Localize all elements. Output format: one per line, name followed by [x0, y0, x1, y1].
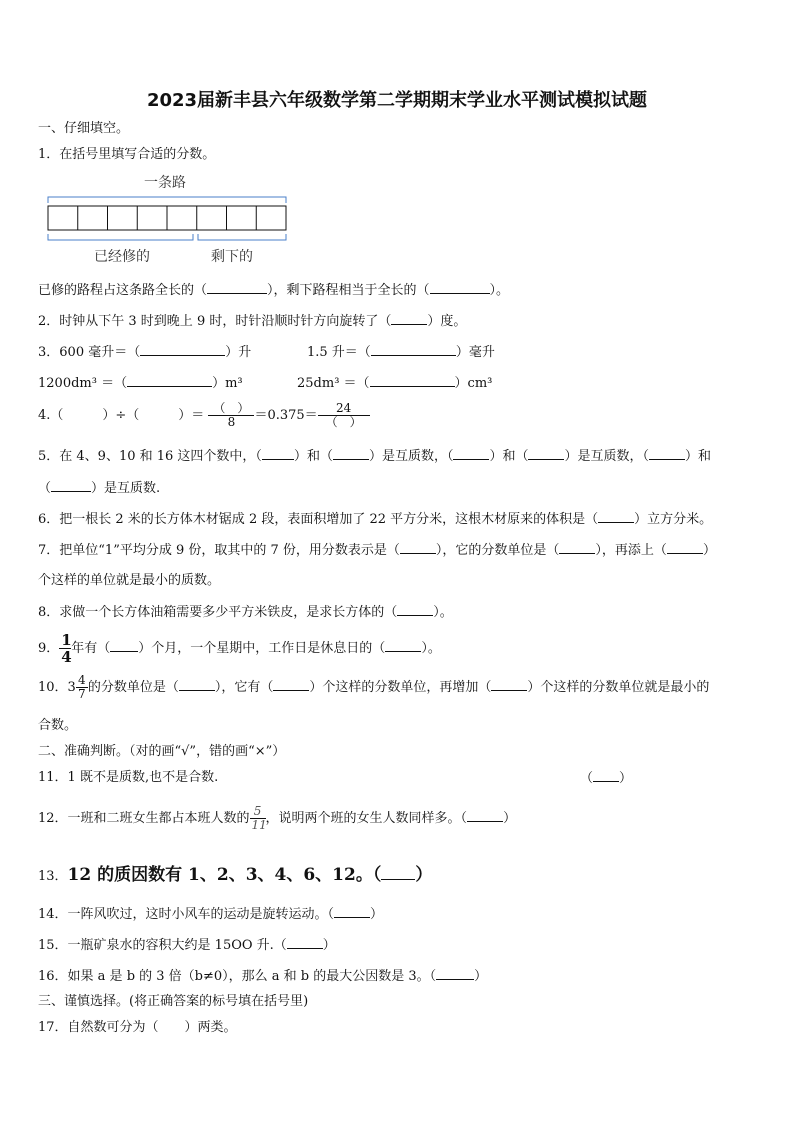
question-7-line-1: 7．把单位“1”平均分成 9 份，取其中的 7 份，用分数表示是（ ），它的分数单位是（ ），再添上（ ）	[38, 543, 716, 558]
fraction: $\frac{( )}{8}$	[208, 402, 254, 429]
question-12: 12．一班和二班女生都占本班人数的 $\frac{5}{11}$ ，说明两个班的女生人数同样多。（ ）	[38, 804, 517, 832]
answer-blank[interactable]	[140, 343, 225, 356]
question-10-line-1: 10．3 $\frac{4}{7}$ 的分数单位是（ ），它有（ ）个这样的分数单位，再增加（ ）个这样的分数单位就是最小的	[38, 673, 710, 701]
section-2-heading: 二、准确判断。（对的画“√”，错的画“×”）	[38, 744, 286, 759]
question-5-line-2: （ ）是互质数.	[38, 481, 161, 496]
repaired-label: 已经修的	[94, 249, 150, 265]
remaining-brace	[198, 234, 286, 240]
answer-blank[interactable]	[179, 678, 215, 691]
repaired-brace	[48, 234, 193, 240]
question-1-answer: 已修的路程占这条路全长的（ ），剩下路程相当于全长的（ ）。	[38, 283, 510, 298]
question-14: 14．一阵风吹过，这时小风车的运动是旋转运动。（ ）	[38, 907, 384, 922]
remaining-label: 剩下的	[211, 249, 253, 265]
answer-blank[interactable]	[371, 343, 456, 356]
question-11: 11．1 既不是质数,也不是合数.	[38, 770, 219, 785]
answer-blank[interactable]	[333, 447, 369, 460]
answer-blank[interactable]	[397, 603, 433, 616]
answer-blank[interactable]	[385, 639, 421, 652]
answer-blank[interactable]	[381, 867, 415, 880]
fraction: $\frac{5}{11}$	[251, 804, 267, 832]
question-9: 9． $\frac{1}{4}$ 年有（ ）个月，一个星期中，工作日是休息日的（ ）。	[38, 631, 441, 666]
question-13: 13．12 的质因数有 1、2、3、4、6、12。（ ）	[38, 865, 433, 885]
question-3-row-1b: 1.5 升＝（ ）毫升	[307, 345, 495, 360]
fraction: $\frac{1}{4}$	[61, 631, 72, 666]
answer-blank[interactable]	[370, 374, 455, 387]
question-3-row-2b: 25dm³ ＝（ ）cm³	[297, 376, 493, 391]
question-2: 2．时钟从下午 3 时到晚上 9 时，时针沿顺时针方向旋转了（ ）度。	[38, 314, 467, 329]
question-7-line-2: 个这样的单位就是最小的质数。	[38, 573, 221, 588]
fraction: $\frac{4}{7}$	[76, 674, 88, 701]
road-top-brace	[48, 197, 286, 203]
question-10-line-2: 合数。	[38, 718, 78, 733]
answer-blank[interactable]	[400, 541, 436, 554]
answer-blank[interactable]	[51, 479, 91, 492]
answer-blank[interactable]	[649, 447, 685, 460]
answer-blank[interactable]	[667, 541, 703, 554]
answer-blank[interactable]	[436, 967, 474, 980]
answer-blank[interactable]	[528, 447, 564, 460]
question-6: 6．把一根长 2 米的长方体木材锯成 2 段，表面积增加了 22 平方分米，这根木材原来的体积是（ ）立方分米。	[38, 512, 713, 527]
answer-blank[interactable]	[273, 678, 309, 691]
question-11-answer: （ ）	[580, 771, 633, 786]
question-17: 17．自然数可分为（ ）两类。	[38, 1020, 237, 1035]
question-1: 1．在括号里填写合适的分数。	[38, 147, 216, 162]
answer-blank[interactable]	[287, 936, 323, 949]
answer-blank[interactable]	[559, 541, 595, 554]
page-title: 2023届新丰县六年级数学第二学期期末学业水平测试模拟试题	[146, 90, 648, 111]
answer-blank[interactable]	[491, 678, 527, 691]
question-4: 4.（ ）÷（ ）＝ $\frac{( )}{8}$ ＝0.375＝ $\frac{24}{( )}$	[38, 402, 370, 429]
road-label: 一条路	[144, 175, 186, 191]
answer-blank[interactable]	[430, 281, 490, 294]
question-8: 8．求做一个长方体油箱需要多少平方米铁皮，是求长方体的（ ）。	[38, 605, 453, 620]
question-15: 15．一瓶矿泉水的容积大约是 15OO 升.（ ）	[38, 938, 336, 953]
question-3-row-1: 3．600 毫升＝（ ）升	[38, 345, 252, 360]
answer-blank[interactable]	[467, 809, 503, 822]
answer-blank[interactable]	[453, 447, 489, 460]
section-1-heading: 一、仔细填空。	[38, 121, 130, 136]
answer-blank[interactable]	[391, 312, 427, 325]
answer-blank[interactable]	[334, 905, 370, 918]
question-3-row-2: 1200dm³ ＝（ ）m³	[38, 376, 243, 391]
road-diagram	[40, 170, 300, 270]
section-3-heading: 三、谨慎选择。(将正确答案的标号填在括号里)	[38, 994, 309, 1009]
answer-blank[interactable]	[127, 374, 212, 387]
road-segments	[78, 206, 257, 230]
question-5-line-1: 5．在 4、9、10 和 16 这四个数中，（ ）和（ ）是互质数，（ ）和（ ）是互质数，（ ）和	[38, 449, 712, 464]
answer-blank[interactable]	[598, 510, 634, 523]
answer-blank[interactable]	[207, 281, 267, 294]
answer-blank[interactable]	[593, 769, 619, 782]
answer-blank[interactable]	[110, 639, 138, 652]
question-16: 16．如果 a 是 b 的 3 倍（b≠0），那么 a 和 b 的最大公因数是 3。（ ）	[38, 969, 488, 984]
answer-blank[interactable]	[262, 447, 294, 460]
fraction: $\frac{24}{( )}$	[318, 402, 370, 429]
